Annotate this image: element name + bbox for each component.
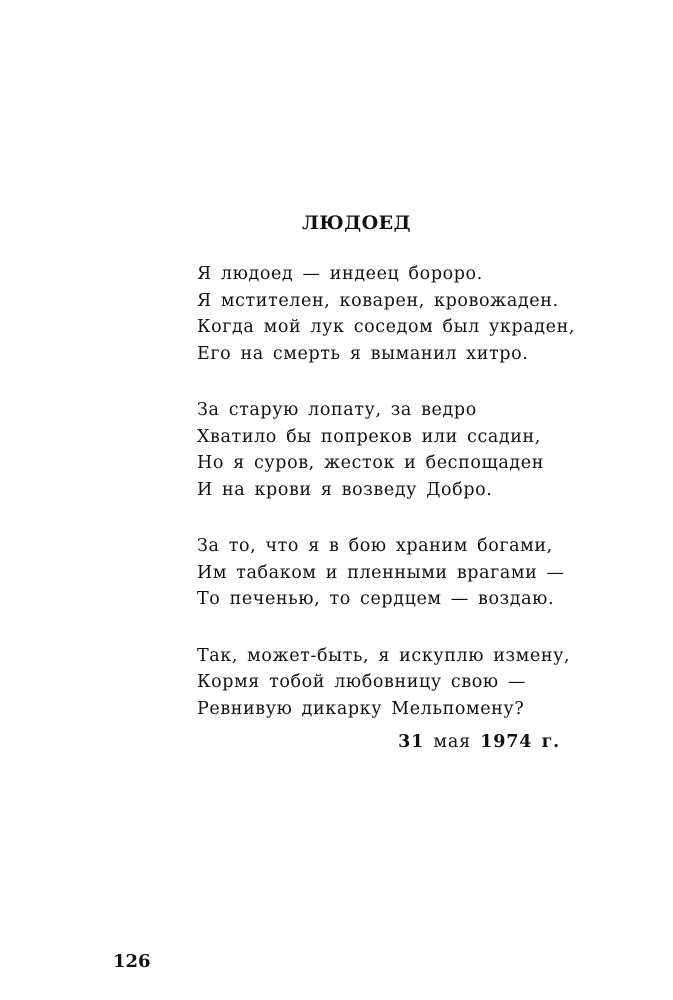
poem-body bbox=[197, 261, 597, 752]
poem-line: Хватило бы попреков или ссадин, bbox=[197, 426, 541, 447]
poem-line: За то, что я в бою храним богами, bbox=[197, 536, 553, 556]
poem-line: То печенью, то сердцем — воздаю. bbox=[197, 589, 555, 609]
poem-line: Я людоед — индеец бороро. bbox=[197, 264, 483, 284]
poem-line: Его на смерть я выманил хитро. bbox=[197, 343, 529, 364]
poem-line: Когда мой лук соседом был украден, bbox=[197, 317, 576, 337]
date-month: мая bbox=[433, 732, 471, 752]
poem-line: Так, может-быть, я искуплю измену, bbox=[197, 645, 571, 666]
stanza-3 bbox=[197, 533, 597, 613]
stanza-2 bbox=[197, 397, 597, 503]
date-year: 1974 bbox=[480, 732, 533, 752]
poem-title: ЛЮДОЕД bbox=[301, 212, 412, 234]
date-suffix: г. bbox=[541, 732, 560, 752]
poem-line: Но я суров, жесток и беспощаден bbox=[197, 453, 544, 473]
poem-line: Кормя тобой любовницу свою — bbox=[197, 672, 527, 692]
poem-line: Им табаком и пленными врагами — bbox=[197, 562, 565, 583]
stanza-4 bbox=[197, 643, 597, 723]
poem-line: Ревнивую дикарку Мельпомену? bbox=[197, 698, 525, 719]
poem-line: За старую лопату, за ведро bbox=[197, 400, 477, 420]
stanza-1 bbox=[197, 261, 597, 367]
poem-date bbox=[398, 732, 560, 752]
poem-line: Я мстителен, коварен, кровожаден. bbox=[197, 290, 559, 311]
page-number: 126 bbox=[113, 951, 151, 972]
date-day: 31 bbox=[398, 732, 425, 752]
poem-line: И на крови я возведу Добро. bbox=[197, 479, 493, 500]
